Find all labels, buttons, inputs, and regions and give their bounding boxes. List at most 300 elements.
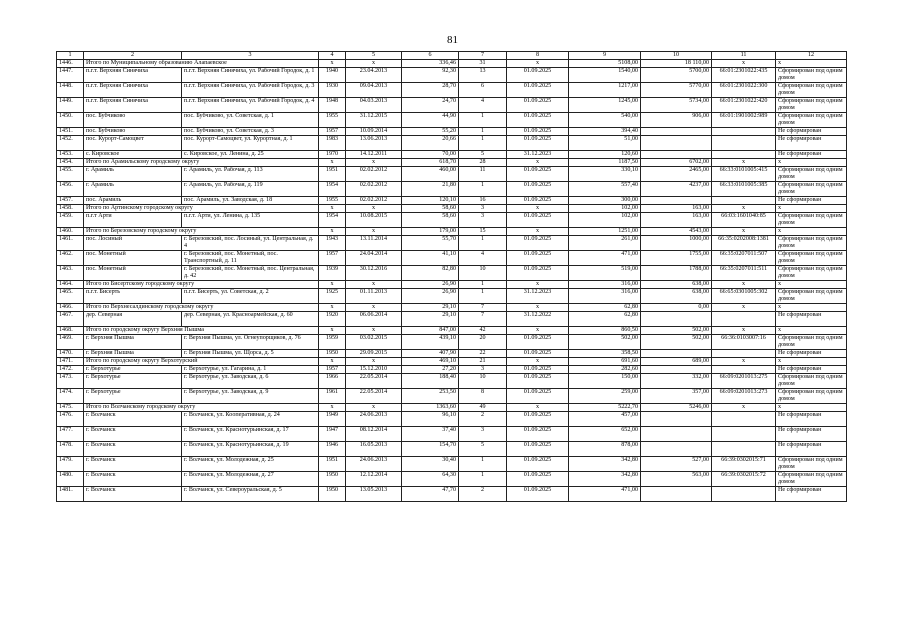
cell-col-8: 01.09.2025	[507, 128, 569, 136]
cell-col-7: 4	[459, 251, 507, 266]
cell-col-4: 1957	[319, 128, 346, 136]
cell-col-5: 24.06.2013	[346, 412, 402, 427]
cell-col-10: 563,00	[641, 472, 712, 487]
cell-col-6: 41,10	[402, 251, 459, 266]
cell-col-8: 01.09.2025	[507, 113, 569, 128]
cell-col-10	[641, 487, 712, 502]
cell-col-9: 102,00	[569, 213, 641, 228]
cell-col-10: 0,00	[641, 304, 712, 312]
cell-col-12: х	[776, 281, 847, 289]
cell-col-8: 01.09.2025	[507, 68, 569, 83]
cell-col-7: 1	[459, 236, 507, 251]
cell-col-9: 62,80	[569, 304, 641, 312]
cell-col-7: 49	[459, 404, 507, 412]
cell-col-8: 01.09.2025	[507, 236, 569, 251]
cell-col-5: 24.04.2014	[346, 251, 402, 266]
cell-col-1: 1478.	[57, 442, 84, 457]
cell-col-10: 527,00	[641, 457, 712, 472]
cell-col-4: 1920	[319, 312, 346, 327]
cell-col-6: 92,30	[402, 68, 459, 83]
cell-col-7: 1	[459, 182, 507, 197]
cell-col-6: 28,70	[402, 83, 459, 98]
cell-col-9: 1245,00	[569, 98, 641, 113]
cell-col-9: 316,00	[569, 281, 641, 289]
cell-col-4: 1950	[319, 350, 346, 358]
column-number-6: 6	[402, 52, 459, 60]
table-row	[57, 335, 847, 350]
cell-col-6: 188,40	[402, 374, 459, 389]
cell-col-2: г. Арамиль	[84, 182, 182, 197]
cell-col-12: Сформирован под одним домом	[776, 182, 847, 197]
cell-col-10: 5770,00	[641, 83, 712, 98]
cell-col-7: 10	[459, 374, 507, 389]
cell-col-4: 1950	[319, 487, 346, 502]
table-row	[57, 457, 847, 472]
cell-col-6: 847,00	[402, 327, 459, 335]
cell-col-3: г. Верхотурье, ул. Заводская, д. 6	[182, 374, 319, 389]
cell-col-12: х	[776, 205, 847, 213]
cell-col-12: Сформирован под одним домом	[776, 68, 847, 83]
cell-col-8: 01.09.2025	[507, 374, 569, 389]
cell-col-7: 7	[459, 312, 507, 327]
cell-col-12: Сформирован под одним домом	[776, 457, 847, 472]
cell-col-12: Не сформирован	[776, 197, 847, 205]
cell-col-11: х	[712, 60, 776, 68]
cell-col-10: 2465,00	[641, 167, 712, 182]
cell-col-5: 10.08.2015	[346, 213, 402, 228]
cell-col-5: 16.05.2013	[346, 442, 402, 457]
cell-col-3: пос. Арамиль, ул. Заводская, д. 18	[182, 197, 319, 205]
cell-col-10	[641, 128, 712, 136]
cell-col-9: 51,00	[569, 136, 641, 151]
cell-col-7: 10	[459, 266, 507, 281]
cell-col-3: г. Березовский, пос. Монетный, пос. Транспортный, д. 11	[182, 251, 319, 266]
cell-col-1: 1467.	[57, 312, 84, 327]
cell-col-7: 5	[459, 442, 507, 457]
cell-col-8: 01.09.2025	[507, 350, 569, 358]
cell-col-3: с. Кировское, ул. Ленина, д. 25	[182, 151, 319, 159]
cell-col-1: 1461.	[57, 236, 84, 251]
cell-col-6: 58,60	[402, 213, 459, 228]
cell-col-2: Итого по Волчанскому городскому округу	[84, 404, 319, 412]
housing-table	[56, 51, 847, 502]
cell-col-12: Сформирован под одним домом	[776, 98, 847, 113]
cell-col-4: х	[319, 60, 346, 68]
cell-col-10	[641, 427, 712, 442]
cell-col-2: пос. Бубчиково	[84, 128, 182, 136]
table-row	[57, 182, 847, 197]
cell-col-8: 31.12.2022	[507, 312, 569, 327]
cell-col-8: х	[507, 304, 569, 312]
cell-col-5: 13.06.2013	[346, 136, 402, 151]
cell-col-5: 13.05.2013	[346, 487, 402, 502]
cell-col-5: х	[346, 159, 402, 167]
cell-col-8: 01.09.2025	[507, 335, 569, 350]
cell-col-2: г. Верхняя Пышма	[84, 335, 182, 350]
cell-col-1: 1451.	[57, 128, 84, 136]
cell-col-2: дер. Северная	[84, 312, 182, 327]
cell-col-7: 4	[459, 98, 507, 113]
cell-col-7: 3	[459, 205, 507, 213]
cell-col-6: 30,40	[402, 457, 459, 472]
cell-col-12: Сформирован под одним домом	[776, 374, 847, 389]
cell-col-10: 1788,00	[641, 266, 712, 281]
table-row	[57, 167, 847, 182]
cell-col-9: 519,00	[569, 266, 641, 281]
table-row	[57, 213, 847, 228]
cell-col-2: Итого по городскому округу Верхняя Пышма	[84, 327, 319, 335]
cell-col-11: 66:03:1601040:85	[712, 213, 776, 228]
cell-col-11: х	[712, 358, 776, 366]
cell-col-11	[712, 312, 776, 327]
cell-col-2: Итого по Арамильскому городскому округу	[84, 159, 319, 167]
cell-col-2: г. Волчанск	[84, 457, 182, 472]
cell-col-5: х	[346, 404, 402, 412]
cell-col-1: 1479.	[57, 457, 84, 472]
cell-col-4: 1966	[319, 374, 346, 389]
cell-col-7: 3	[459, 366, 507, 374]
cell-col-11: х	[712, 327, 776, 335]
cell-col-8: 01.09.2025	[507, 366, 569, 374]
cell-col-6: 58,60	[402, 205, 459, 213]
column-number-7: 7	[459, 52, 507, 60]
table-subtotal-row	[57, 60, 847, 68]
cell-col-1: 1470.	[57, 350, 84, 358]
cell-col-2: Итого по городскому округу Верхотурский	[84, 358, 319, 366]
cell-col-3: г. Верхотурье, ул. Заводская, д. 9	[182, 389, 319, 404]
cell-col-10: 163,00	[641, 205, 712, 213]
cell-col-9: 259,00	[569, 389, 641, 404]
cell-col-10: 1755,00	[641, 251, 712, 266]
cell-col-5: 23.04.2013	[346, 68, 402, 83]
cell-col-12: х	[776, 404, 847, 412]
cell-col-9: 394,40	[569, 128, 641, 136]
cell-col-4: х	[319, 159, 346, 167]
cell-col-12: Не сформирован	[776, 442, 847, 457]
cell-col-12: Сформирован под одним домом	[776, 266, 847, 281]
cell-col-4: 1959	[319, 335, 346, 350]
cell-col-12: Сформирован под одним домом	[776, 335, 847, 350]
cell-col-6: 70,00	[402, 151, 459, 159]
cell-col-1: 1471.	[57, 358, 84, 366]
cell-col-8: х	[507, 205, 569, 213]
cell-col-12: Не сформирован	[776, 487, 847, 502]
cell-col-1: 1446.	[57, 60, 84, 68]
table-row	[57, 442, 847, 457]
cell-col-3: г. Березовский, пос. Лосиный, ул. Центральная, д. 4	[182, 236, 319, 251]
cell-col-12: Не сформирован	[776, 312, 847, 327]
cell-col-10: 906,00	[641, 113, 712, 128]
cell-col-4: х	[319, 327, 346, 335]
cell-col-9: 878,00	[569, 442, 641, 457]
cell-col-9: 652,00	[569, 427, 641, 442]
cell-col-5: 29.09.2015	[346, 350, 402, 358]
cell-col-9: 358,50	[569, 350, 641, 358]
cell-col-12: х	[776, 159, 847, 167]
cell-col-12: Не сформирован	[776, 412, 847, 427]
cell-col-12: х	[776, 304, 847, 312]
cell-col-4: 1955	[319, 197, 346, 205]
cell-col-8: 01.09.2025	[507, 167, 569, 182]
cell-col-6: 469,10	[402, 358, 459, 366]
cell-col-2: п.г.т. Верхняя Синячиха	[84, 68, 182, 83]
table-subtotal-row	[57, 304, 847, 312]
cell-col-3: п.г.т. Арти, ул. Ленина, д. 135	[182, 213, 319, 228]
cell-col-9: 62,80	[569, 312, 641, 327]
cell-col-2: пос. Лосиный	[84, 236, 182, 251]
cell-col-6: 407,90	[402, 350, 459, 358]
cell-col-3: г. Верхотурье, ул. Гагарина, д. 1	[182, 366, 319, 374]
cell-col-7: 3	[459, 213, 507, 228]
cell-col-7: 7	[459, 304, 507, 312]
cell-col-5: 31.12.2015	[346, 113, 402, 128]
cell-col-9: 282,60	[569, 366, 641, 374]
cell-col-12: Сформирован под одним домом	[776, 113, 847, 128]
cell-col-7: 28	[459, 159, 507, 167]
cell-col-9: 1251,00	[569, 228, 641, 236]
cell-col-5: 30.12.2016	[346, 266, 402, 281]
cell-col-4: 1951	[319, 457, 346, 472]
cell-col-2: Итого по Верхнесалдинскому городскому округу	[84, 304, 319, 312]
cell-col-7: 1	[459, 281, 507, 289]
table-row	[57, 98, 847, 113]
cell-col-7: 13	[459, 68, 507, 83]
table-row	[57, 350, 847, 358]
cell-col-1: 1448.	[57, 83, 84, 98]
cell-col-7: 1	[459, 457, 507, 472]
cell-col-6: 37,40	[402, 427, 459, 442]
cell-col-2: п.г.т. Бисерть	[84, 289, 182, 304]
table-row	[57, 236, 847, 251]
cell-col-9: 102,00	[569, 205, 641, 213]
cell-col-2: г. Верхотурье	[84, 366, 182, 374]
column-number-3: 3	[182, 52, 319, 60]
cell-col-11: 66:35:0207011:507	[712, 251, 776, 266]
cell-col-8: 01.09.2025	[507, 427, 569, 442]
cell-col-4: 1954	[319, 213, 346, 228]
cell-col-12: Не сформирован	[776, 366, 847, 374]
cell-col-1: 1476.	[57, 412, 84, 427]
cell-col-4: 1961	[319, 389, 346, 404]
cell-col-7: 2	[459, 487, 507, 502]
cell-col-2: Итого по Березовскому городскому округу	[84, 228, 319, 236]
cell-col-12: Сформирован под одним домом	[776, 251, 847, 266]
cell-col-9: 860,50	[569, 327, 641, 335]
cell-col-1: 1456.	[57, 182, 84, 197]
cell-col-3: пос. Бубчиково, ул. Советская, д. 3	[182, 128, 319, 136]
cell-col-4: 1925	[319, 289, 346, 304]
cell-col-2: г. Волчанск	[84, 472, 182, 487]
cell-col-4: 1951	[319, 167, 346, 182]
cell-col-12: х	[776, 228, 847, 236]
table-row	[57, 197, 847, 205]
cell-col-11: х	[712, 159, 776, 167]
cell-col-6: 47,70	[402, 487, 459, 502]
cell-col-4: 1940	[319, 68, 346, 83]
cell-col-5: 24.06.2013	[346, 457, 402, 472]
cell-col-8: 01.09.2025	[507, 197, 569, 205]
cell-col-7: 1	[459, 136, 507, 151]
table-row	[57, 68, 847, 83]
cell-col-11: 66:09:0201013:273	[712, 389, 776, 404]
cell-col-8: 01.09.2025	[507, 266, 569, 281]
cell-col-2: Итого по Бисертскому городскому округу	[84, 281, 319, 289]
column-number-row	[57, 52, 847, 60]
cell-col-6: 96,10	[402, 412, 459, 427]
cell-col-11	[712, 128, 776, 136]
cell-col-6: 20,66	[402, 136, 459, 151]
cell-col-7: 15	[459, 228, 507, 236]
cell-col-3: п.г.т. Верхняя Синячиха, ул. Рабочий Городок, д. 1	[182, 68, 319, 83]
column-number-11: 11	[712, 52, 776, 60]
cell-col-6: 55,20	[402, 128, 459, 136]
cell-col-11	[712, 442, 776, 457]
cell-col-12: Не сформирован	[776, 151, 847, 159]
cell-col-8: 31.12.2023	[507, 151, 569, 159]
cell-col-11	[712, 427, 776, 442]
cell-col-9: 540,00	[569, 113, 641, 128]
cell-col-3: дер. Северная, ул. Красноармейская, д. 60	[182, 312, 319, 327]
cell-col-6: 21,80	[402, 182, 459, 197]
cell-col-9: 300,00	[569, 197, 641, 205]
cell-col-5: х	[346, 327, 402, 335]
cell-col-10	[641, 197, 712, 205]
cell-col-3: г. Волчанск, ул. Краснотурьинская, д. 19	[182, 442, 319, 457]
cell-col-10: 332,00	[641, 374, 712, 389]
cell-col-6: 24,70	[402, 98, 459, 113]
cell-col-8: 01.09.2025	[507, 83, 569, 98]
cell-col-5: 12.12.2014	[346, 472, 402, 487]
cell-col-12: Сформирован под одним домом	[776, 389, 847, 404]
cell-col-6: 55,70	[402, 236, 459, 251]
cell-col-4: 1950	[319, 472, 346, 487]
cell-col-12: Не сформирован	[776, 128, 847, 136]
table-row	[57, 289, 847, 304]
cell-col-5: 14.12.2011	[346, 151, 402, 159]
cell-col-3: г. Верхняя Пышма, ул. Щорса, д. 5	[182, 350, 319, 358]
cell-col-5: х	[346, 304, 402, 312]
cell-col-12: Сформирован под одним домом	[776, 167, 847, 182]
cell-col-2: пос. Курорт-Самоцвет	[84, 136, 182, 151]
column-number-8: 8	[507, 52, 569, 60]
cell-col-9: 1217,00	[569, 83, 641, 98]
cell-col-4: 1957	[319, 251, 346, 266]
cell-col-11	[712, 412, 776, 427]
cell-col-6: 179,00	[402, 228, 459, 236]
table-row	[57, 83, 847, 98]
cell-col-8: х	[507, 327, 569, 335]
cell-col-5: х	[346, 228, 402, 236]
table-body	[57, 52, 847, 502]
cell-col-10: 163,00	[641, 213, 712, 228]
cell-col-11: 66:33:0101005:415	[712, 167, 776, 182]
cell-col-1: 1466.	[57, 304, 84, 312]
cell-col-7: 11	[459, 167, 507, 182]
column-number-1: 1	[57, 52, 84, 60]
cell-col-10	[641, 412, 712, 427]
table-row	[57, 472, 847, 487]
cell-col-8: 01.09.2025	[507, 251, 569, 266]
cell-col-3: г. Верхняя Пышма, ул. Огнеупорщиков, д. 76	[182, 335, 319, 350]
cell-col-12: Сформирован под одним домом	[776, 236, 847, 251]
cell-col-5: 13.11.2014	[346, 236, 402, 251]
cell-col-8: 01.09.2025	[507, 182, 569, 197]
table-row	[57, 487, 847, 502]
cell-col-12: х	[776, 60, 847, 68]
cell-col-3: пос. Курорт-Самоцвет, ул. Курортная, д. 1	[182, 136, 319, 151]
table-row	[57, 266, 847, 281]
cell-col-8: 01.09.2025	[507, 136, 569, 151]
cell-col-10	[641, 366, 712, 374]
cell-col-5: 08.12.2014	[346, 427, 402, 442]
cell-col-11: 66:33:0101005:385	[712, 182, 776, 197]
cell-col-7: 31	[459, 60, 507, 68]
cell-col-10	[641, 312, 712, 327]
cell-col-2: Итого по Муниципальному образованию Алапаевское	[84, 60, 319, 68]
cell-col-5: 09.04.2013	[346, 83, 402, 98]
cell-col-10: 502,00	[641, 335, 712, 350]
cell-col-4: 1983	[319, 136, 346, 151]
cell-col-6: 336,46	[402, 60, 459, 68]
cell-col-12: Не сформирован	[776, 136, 847, 151]
cell-col-4: 1970	[319, 151, 346, 159]
cell-col-3: г. Волчанск, ул. Кооперативная, д. 24	[182, 412, 319, 427]
cell-col-6: 154,70	[402, 442, 459, 457]
cell-col-5: х	[346, 358, 402, 366]
cell-col-6: 64,30	[402, 472, 459, 487]
cell-col-1: 1449.	[57, 98, 84, 113]
cell-col-2: пос. Монетный	[84, 251, 182, 266]
cell-col-2: г. Верхотурье	[84, 389, 182, 404]
cell-col-9: 5108,00	[569, 60, 641, 68]
cell-col-11: 66:35:0202008:1381	[712, 236, 776, 251]
cell-col-11: 66:01:2301022:420	[712, 98, 776, 113]
cell-col-11: х	[712, 304, 776, 312]
cell-col-4: х	[319, 228, 346, 236]
cell-col-4: 1948	[319, 98, 346, 113]
cell-col-3: г. Арамиль, ул. Рабочая, д. 119	[182, 182, 319, 197]
cell-col-9: 471,00	[569, 251, 641, 266]
cell-col-6: 618,70	[402, 159, 459, 167]
table-row	[57, 374, 847, 389]
cell-col-10: 6702,00	[641, 159, 712, 167]
cell-col-7: 1	[459, 289, 507, 304]
cell-col-5: 04.03.2013	[346, 98, 402, 113]
cell-col-2: г. Арамиль	[84, 167, 182, 182]
cell-col-3: п.г.т. Бисерть, ул. Советская, д. 2	[182, 289, 319, 304]
cell-col-9: 557,40	[569, 182, 641, 197]
cell-col-1: 1452.	[57, 136, 84, 151]
cell-col-1: 1463.	[57, 266, 84, 281]
cell-col-7: 21	[459, 358, 507, 366]
column-number-2: 2	[84, 52, 182, 60]
column-number-12: 12	[776, 52, 847, 60]
cell-col-10: 4237,00	[641, 182, 712, 197]
table-row	[57, 412, 847, 427]
cell-col-1: 1447.	[57, 68, 84, 83]
cell-col-4: 1930	[319, 83, 346, 98]
cell-col-1: 1473.	[57, 374, 84, 389]
column-number-4: 4	[319, 52, 346, 60]
cell-col-9: 150,00	[569, 374, 641, 389]
cell-col-10	[641, 136, 712, 151]
cell-col-6: 460,00	[402, 167, 459, 182]
cell-col-3: г. Волчанск, ул. Североуральская, д. 5	[182, 487, 319, 502]
cell-col-1: 1477.	[57, 427, 84, 442]
cell-col-4: 1947	[319, 427, 346, 442]
cell-col-12: х	[776, 358, 847, 366]
cell-col-6: 27,20	[402, 366, 459, 374]
